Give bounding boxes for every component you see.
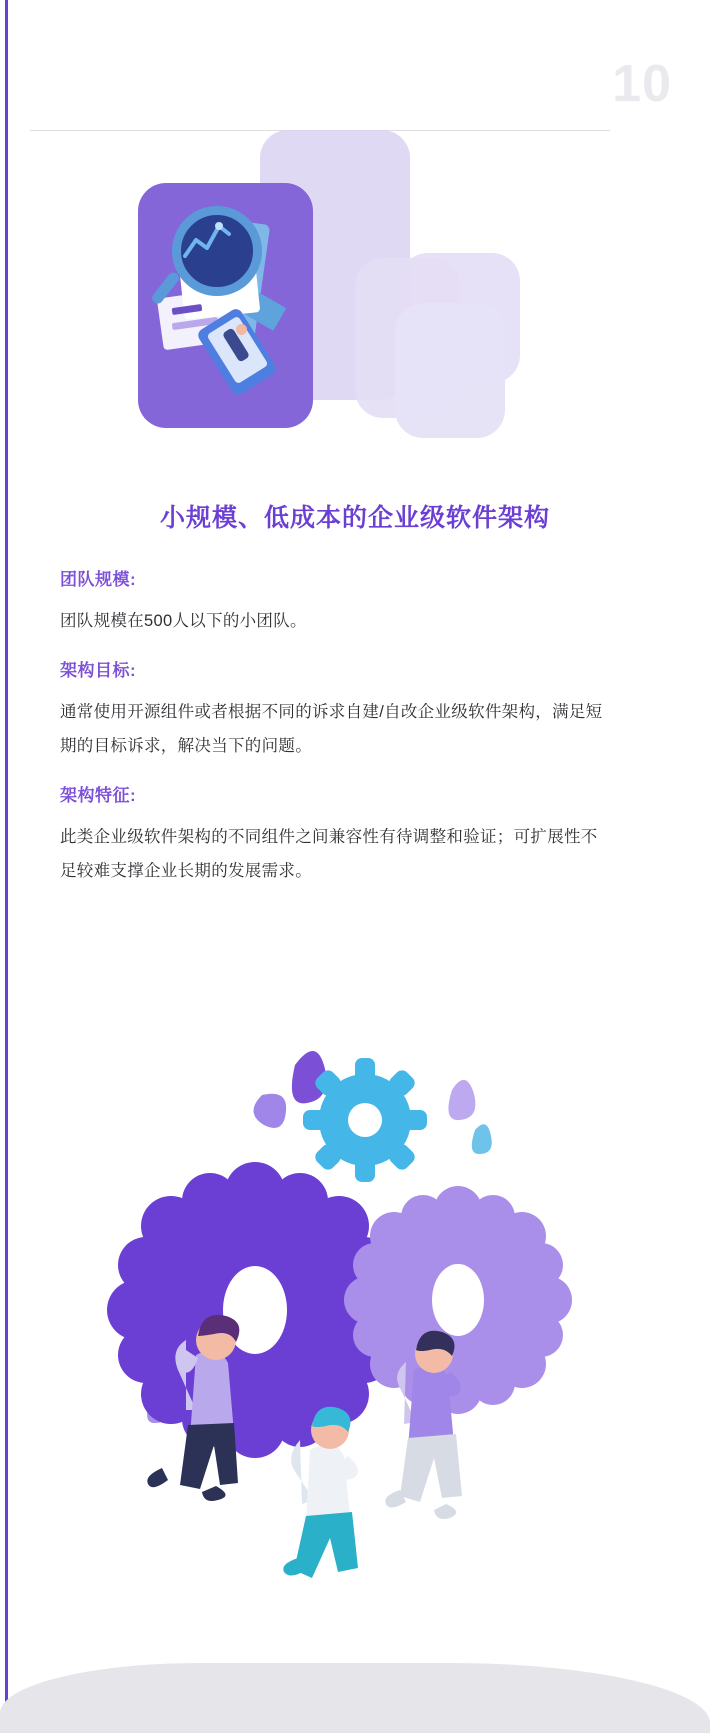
deco-square-d [395, 303, 505, 438]
section-text-0: 团队规模在500人以下的小团队。 [60, 612, 307, 630]
section-heading-2: 架构特征: [60, 786, 137, 805]
content-body [60, 565, 605, 902]
section-heading-1: 架构目标: [60, 661, 137, 680]
top-illustration [120, 128, 540, 448]
person-head [236, 324, 247, 335]
section-heading-0: 团队规模: [60, 570, 137, 589]
page-title: 小规模、低成本的企业级软件架构 [159, 504, 550, 532]
bottom-illustration [0, 1010, 710, 1733]
chart-line-icon [183, 220, 233, 264]
page-number: 10 [612, 55, 672, 113]
section-text-1: 通常使用开源组件或者根据不同的诉求自建/自改企业级软件架构，满足短期的目标诉求，解决当下的问题。 [60, 703, 603, 755]
gears-and-people-graphic [0, 1010, 710, 1733]
section-text-2: 此类企业级软件架构的不同组件之间兼容性有待调整和验证；可扩展性不足较难支撑企业长期的发展需求。 [60, 828, 598, 880]
